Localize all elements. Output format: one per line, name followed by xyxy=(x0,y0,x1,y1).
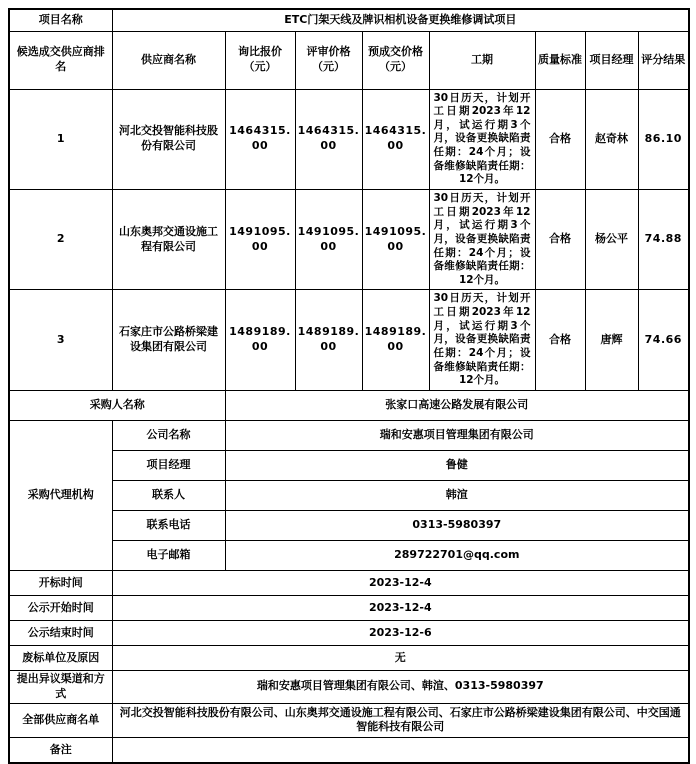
review-price: 1464315.00 xyxy=(295,89,362,189)
bid-open-time-value: 2023-12-4 xyxy=(112,570,689,595)
project-manager: 杨公平 xyxy=(585,189,638,289)
award-price: 1491095.00 xyxy=(362,189,429,289)
project-name-row xyxy=(9,9,689,31)
objection-channel-row xyxy=(9,670,689,703)
inquiry-price: 1491095.00 xyxy=(225,189,295,289)
duration: 30日历天，计划开工日期2023年12月，试运行期3个月，设备更换缺陷责任期：24个月；设备维修缺陷责任期：12个月。 xyxy=(429,89,535,189)
project-manager: 唐辉 xyxy=(585,290,638,390)
supplier-name: 石家庄市公路桥梁建设集团有限公司 xyxy=(112,290,225,390)
col-header-inquiry-price: 询比报价（元） xyxy=(225,31,295,89)
publicity-end-row xyxy=(9,620,689,645)
table-row xyxy=(9,89,689,189)
quality-standard: 合格 xyxy=(535,89,585,189)
duration: 30日历天，计划开工日期2023年12月，试运行期3个月，设备更换缺陷责任期：24个月；设备维修缺陷责任期：12个月。 xyxy=(429,290,535,390)
score: 74.88 xyxy=(638,189,689,289)
col-header-quality: 质量标准 xyxy=(535,31,585,89)
publicity-end-label: 公示结束时间 xyxy=(9,620,112,645)
agency-manager-value: 鲁健 xyxy=(225,450,689,480)
inquiry-price: 1464315.00 xyxy=(225,89,295,189)
col-header-rank: 候选成交供应商排名 xyxy=(9,31,112,89)
col-header-score: 评分结果 xyxy=(638,31,689,89)
publicity-start-label: 公示开始时间 xyxy=(9,595,112,620)
bid-open-time-label: 开标时间 xyxy=(9,570,112,595)
review-price: 1491095.00 xyxy=(295,189,362,289)
supplier-rank: 2 xyxy=(9,189,112,289)
col-header-review-price: 评审价格（元） xyxy=(295,31,362,89)
agency-label: 采购代理机构 xyxy=(9,420,112,570)
project-name-label: 项目名称 xyxy=(9,9,112,31)
agency-email-label: 电子邮箱 xyxy=(112,540,225,570)
score: 74.66 xyxy=(638,290,689,390)
agency-contact-value: 韩渲 xyxy=(225,480,689,510)
rejected-bids-row xyxy=(9,645,689,670)
table-row xyxy=(9,189,689,289)
agency-row xyxy=(9,420,689,450)
all-suppliers-row xyxy=(9,703,689,738)
agency-contact-label: 联系人 xyxy=(112,480,225,510)
supplier-name: 河北交投智能科技股份有限公司 xyxy=(112,89,225,189)
remarks-label: 备注 xyxy=(9,738,112,763)
inquiry-price: 1489189.00 xyxy=(225,290,295,390)
table-row xyxy=(9,290,689,390)
rejected-bids-value: 无 xyxy=(112,645,689,670)
award-price: 1464315.00 xyxy=(362,89,429,189)
publicity-start-row xyxy=(9,595,689,620)
award-price: 1489189.00 xyxy=(362,290,429,390)
col-header-supplier: 供应商名称 xyxy=(112,31,225,89)
publicity-end-value: 2023-12-6 xyxy=(112,620,689,645)
objection-channel-label: 提出异议渠道和方式 xyxy=(9,670,112,703)
purchaser-label: 采购人名称 xyxy=(9,390,225,420)
bid-result-table xyxy=(8,8,690,764)
quality-standard: 合格 xyxy=(535,290,585,390)
agency-phone-value: 0313-5980397 xyxy=(225,510,689,540)
supplier-rank: 1 xyxy=(9,89,112,189)
col-header-manager: 项目经理 xyxy=(585,31,638,89)
rejected-bids-label: 废标单位及原因 xyxy=(9,645,112,670)
all-suppliers-label: 全部供应商名单 xyxy=(9,703,112,738)
review-price: 1489189.00 xyxy=(295,290,362,390)
col-header-award-price: 预成交价格（元） xyxy=(362,31,429,89)
agency-manager-label: 项目经理 xyxy=(112,450,225,480)
score: 86.10 xyxy=(638,89,689,189)
supplier-name: 山东奥邦交通设施工程有限公司 xyxy=(112,189,225,289)
agency-company-value: 瑞和安惠项目管理集团有限公司 xyxy=(225,420,689,450)
col-header-duration: 工期 xyxy=(429,31,535,89)
publicity-start-value: 2023-12-4 xyxy=(112,595,689,620)
agency-email-value: 289722701@qq.com xyxy=(225,540,689,570)
project-manager: 赵奇林 xyxy=(585,89,638,189)
all-suppliers-value: 河北交投智能科技股份有限公司、山东奥邦交通设施工程有限公司、石家庄市公路桥梁建设集团有限公司、中交国通智能科技有限公司 xyxy=(112,703,689,738)
duration: 30日历天，计划开工日期2023年12月，试运行期3个月，设备更换缺陷责任期：24个月；设备维修缺陷责任期：12个月。 xyxy=(429,189,535,289)
agency-company-label: 公司名称 xyxy=(112,420,225,450)
remarks-value xyxy=(112,738,689,763)
quality-standard: 合格 xyxy=(535,189,585,289)
purchaser-row xyxy=(9,390,689,420)
agency-phone-label: 联系电话 xyxy=(112,510,225,540)
project-title: ETC门架天线及牌识相机设备更换维修调试项目 xyxy=(112,9,689,31)
bid-open-time-row xyxy=(9,570,689,595)
supplier-rank: 3 xyxy=(9,290,112,390)
table-header-row xyxy=(9,31,689,89)
objection-channel-value: 瑞和安惠项目管理集团有限公司、韩渲、0313-5980397 xyxy=(112,670,689,703)
purchaser-value: 张家口高速公路发展有限公司 xyxy=(225,390,689,420)
remarks-row xyxy=(9,738,689,763)
